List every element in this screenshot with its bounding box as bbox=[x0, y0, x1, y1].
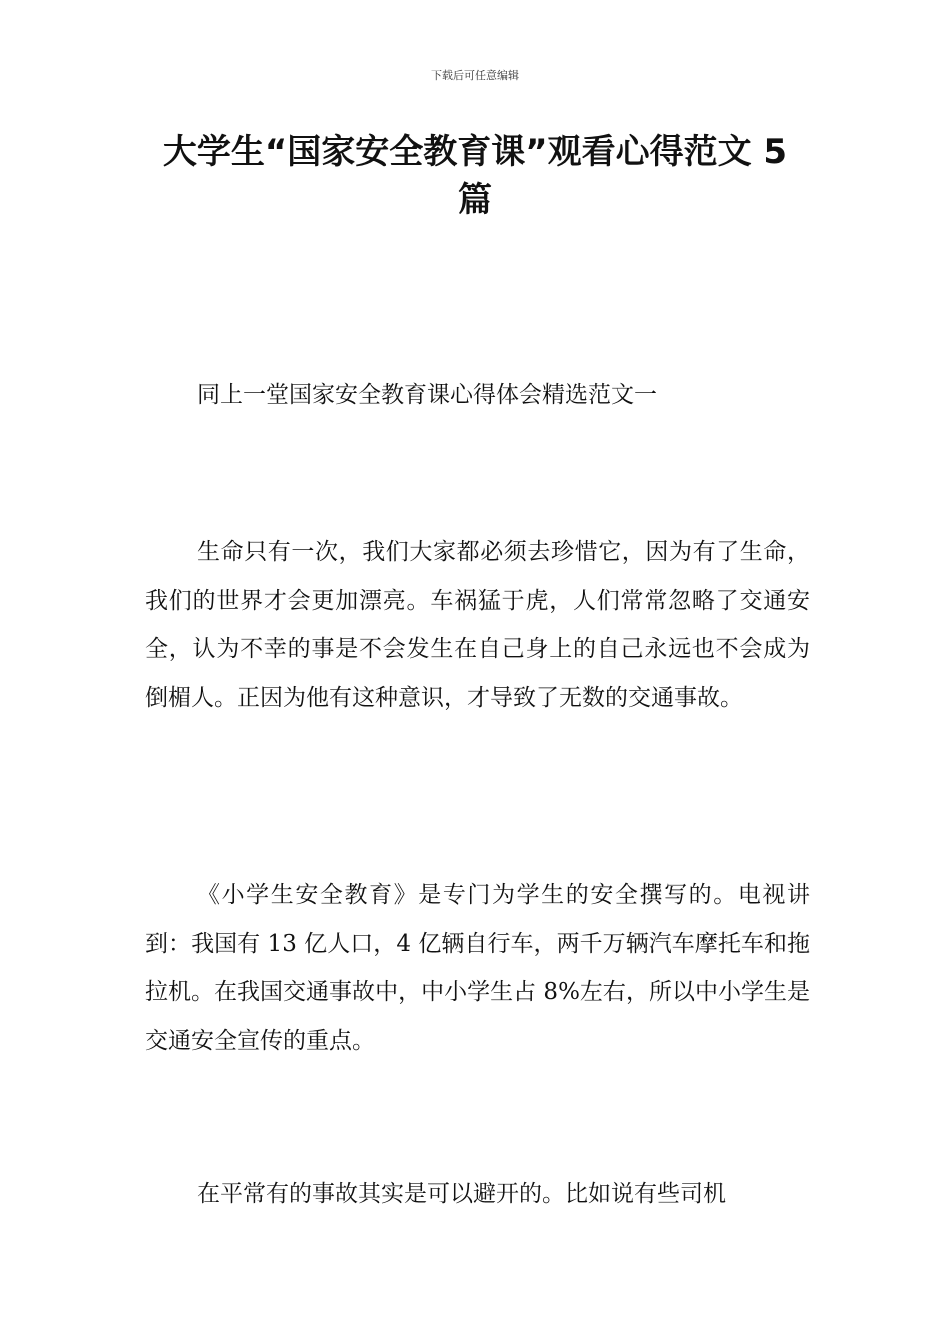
paragraph-1: 生命只有一次，我们大家都必须去珍惜它，因为有了生命，我们的世界才会更加漂亮。车祸猛于虎，人们常常忽略了交通安全，认为不幸的事是不会发生在自己身上的自己永远也不会成为倒楣人。正因为他有这种意识，才导致了无数的交通事故。 bbox=[145, 539, 810, 711]
paragraph-2: 《小学生安全教育》是专门为学生的安全撰写的。电视讲到：我国有 13 亿人口，4 亿辆自行车，两千万辆汽车摩托车和拖拉机。在我国交通事故中，中小学生占 8%左右，所以中小学生是交通安全宣传的重点。 bbox=[145, 882, 810, 1054]
section-heading: 同上一堂国家安全教育课心得体会精选范文一 bbox=[197, 382, 657, 408]
document-title: 大学生“国家安全教育课”观看心得范文 5 篇 bbox=[162, 132, 788, 220]
header-note: 下载后可任意编辑 bbox=[431, 69, 519, 82]
paragraph-3: 在平常有的事故其实是可以避开的。比如说有些司机 bbox=[197, 1181, 726, 1207]
